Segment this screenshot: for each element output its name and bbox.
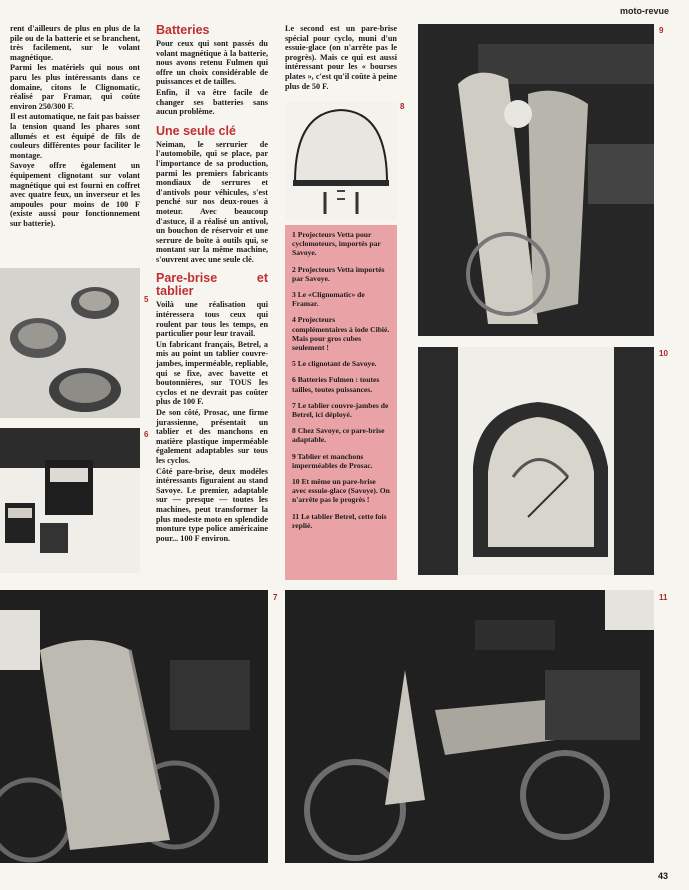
column-2-text <box>156 24 268 544</box>
photo-batteries-fulmen <box>0 428 140 573</box>
section-title-batteries: Batteries <box>156 23 210 37</box>
caption-11: 11 Le tablier Betrel, cette fois replié. <box>292 511 387 530</box>
paragraph: Il est automatique, ne fait pas baisser la tension quand les phares sont allumés et est équipé de fils de couleurs différentes pour faciliter le montage. <box>10 112 140 160</box>
caption-10: 10 Et même un pare-brise avec essuie-glace (Savoye). On n'arrête pas le progrès ! <box>292 477 390 505</box>
paragraph: rent d'ailleurs de plus en plus de la pile ou de la batterie et se branchent, très facilement, sur le volant magnétique. <box>10 24 140 62</box>
caption-9: 9 Tablier et manchons imperméables de Prosac. <box>292 451 373 470</box>
photo-windshield-savoye <box>285 102 397 220</box>
figure-number-10: 10 <box>659 349 668 358</box>
photo-windshield-wiper <box>418 347 654 575</box>
paragraph: Enfin, il va être facile de changer ses batteries sans aucun problème. <box>156 87 268 117</box>
caption-1: 1 Projecteurs Vetta pour cyclomoteurs, importés par Savoye. <box>292 230 381 258</box>
paragraph: Voilà une réalisation qui intéressera tous ceux qui roulent par tous les temps, en particulier pour leur travail. <box>156 300 268 339</box>
figure-number-5: 5 <box>144 295 149 304</box>
caption-6: 6 Batteries Fulmen : toutes tailles, toutes puissances. <box>292 375 380 394</box>
magazine-title: moto-revue <box>619 6 669 16</box>
section-title-une-seule-cle: Une seule clé <box>156 123 236 138</box>
figure-number-7: 7 <box>273 593 278 602</box>
caption-7: 7 Le tablier couvre-jambes de Betrel, ici déployé. <box>292 400 389 420</box>
paragraph: Parmi les matériels qui nous ont paru les plus intéressants dans ce domaine, citons le Clignomatic, réalisé par Framar, qui coûte environ 250/300 F. <box>10 63 140 111</box>
caption-2: 2 Projecteurs Vetta importés par Savoye. <box>292 264 385 283</box>
column-1-text <box>10 24 140 229</box>
paragraph: Neiman, le serrurier de l'automobile, qui se place, par l'importance de sa production, parmi les premiers fabricants mondiaux de serrures et d'antivols pour véhicules, s'est penché sur nos deux-roues à moteur. Avec beaucoup d'astuce, il a réalisé un antivol, un bouchon de réservoir et une serrure de boîte à outils qui, se montant sur la même machine, s'ouvrent avec une seule clé. <box>156 139 268 264</box>
caption-3: 3 Le «Clignomatic» de Framar. <box>292 290 365 309</box>
paragraph: Pour ceux qui sont passés du volant magnétique à la batterie, nous avons retenu Fulmen qui offre un choix considérable de puissances et de tailles. <box>156 39 268 87</box>
paragraph: Savoye offre également un équipement clignotant sur volant magnétique qui est fourni en coffret avec quatre feux, un inverseur et les ampoules pour moins de 100 F (existe aussi pour fonctionnement sur batterie). <box>10 161 140 228</box>
caption-8: 8 Chez Savoye, ce pare-brise adaptable. <box>292 426 385 445</box>
page-number: 43 <box>657 871 668 881</box>
section-title-pare-brise: Pare-brise et tablier <box>156 271 268 299</box>
figure-number-11: 11 <box>659 593 668 602</box>
figure-number-8: 8 <box>400 102 405 111</box>
photo-headlights-vetta <box>0 268 140 418</box>
photo-betrel-tablier-deploye <box>0 590 268 863</box>
paragraph: Un fabricant français, Betrel, a mis au point un tablier couvre-jambes, imperméable, repliable, qui se fixe, avec bavette et boutonnières, sur TOUS les cyclos et ne devrait pas coûter plus de 100 F. <box>156 339 268 407</box>
caption-5: 5 Le clignotant de Savoye. <box>292 359 377 369</box>
paragraph: Le second est un pare-brise spécial pour cyclo, muni d'un essuie-glace (on n'arrête pas le progrès). Mais ce qui est aussi intéressant pour les « bourses plates », c'est qu'il coûte à peine plus de 50 F. <box>285 24 397 91</box>
paragraph: Côté pare-brise, deux modèles intéressants figuraient au stand Savoye. Le premier, adaptable sur — presque — toutes les machines, peut transformer la plus modeste moto en splendide monture type police américaine pour... 100 F environ. <box>156 466 268 543</box>
caption-4: 4 Projecteurs complémentaires à iode Cibié. Mais pour gros cubes seulement ! <box>292 315 390 353</box>
captions-box <box>285 225 397 580</box>
photo-prosac-tablier <box>418 24 654 336</box>
column-3-text <box>285 24 397 92</box>
figure-number-9: 9 <box>659 26 664 35</box>
paragraph: De son côté, Prosac, une firme jurassienne, présentait un tablier et des manchons en matière plastique imperméable également adaptables sur tous les cyclos. <box>156 408 268 465</box>
photo-betrel-tablier-replie <box>285 590 654 863</box>
figure-number-6: 6 <box>144 430 149 439</box>
